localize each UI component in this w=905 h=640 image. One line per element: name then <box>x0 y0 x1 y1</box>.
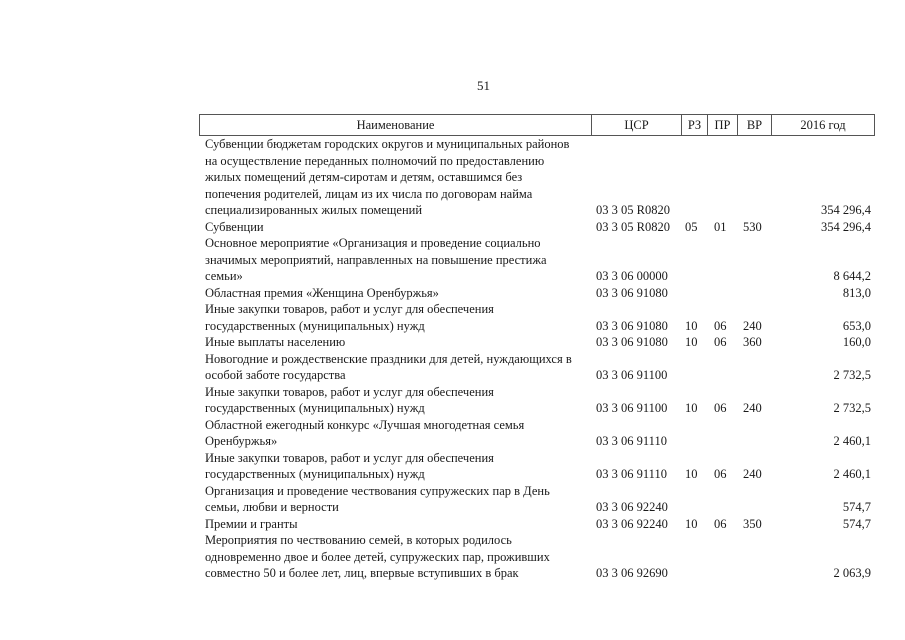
table-row <box>199 136 875 219</box>
row-pr: 06 <box>714 516 727 531</box>
row-name: Иные закупки товаров, работ и услуг для обеспечения государственных (муниципальных) нужд <box>205 384 494 415</box>
row-vr: 240 <box>743 401 762 415</box>
table-row <box>199 384 875 417</box>
row-csr: 03 3 05 R0820 <box>596 219 670 234</box>
row-amount: 2 732,5 <box>833 401 871 415</box>
row-csr: 03 3 06 91080 <box>596 318 668 333</box>
row-csr: 03 3 06 91100 <box>596 401 668 415</box>
row-name: Субвенции <box>205 219 264 234</box>
row-amount: 2 732,5 <box>833 368 871 382</box>
row-vr: 530 <box>743 219 762 234</box>
row-rz: 10 <box>685 467 698 481</box>
row-amount: 2 460,1 <box>833 434 871 448</box>
header-pr: ПР <box>707 115 737 135</box>
row-name: Иные выплаты населению <box>205 335 346 349</box>
table-row <box>199 417 875 450</box>
row-rz: 10 <box>685 318 698 333</box>
header-name: Наименование <box>199 115 591 135</box>
table-row <box>199 235 875 285</box>
row-rz: 10 <box>685 401 698 415</box>
row-amount: 354 296,4 <box>821 203 871 217</box>
row-amount: 354 296,4 <box>821 219 871 234</box>
row-name: Иные закупки товаров, работ и услуг для обеспечения государственных (муниципальных) нужд <box>205 302 494 333</box>
row-pr: 01 <box>714 219 727 234</box>
row-amount: 574,7 <box>842 516 871 531</box>
row-name: Областной ежегодный конкурс «Лучшая многодетная семья Оренбуржья» <box>205 417 525 448</box>
table-header <box>199 114 875 136</box>
table-row <box>199 532 875 582</box>
row-csr: 03 3 06 91080 <box>596 285 668 300</box>
row-vr: 360 <box>743 335 762 349</box>
table-row <box>199 483 875 516</box>
row-vr: 350 <box>743 516 762 531</box>
row-csr: 03 3 05 R0820 <box>596 203 670 217</box>
row-name: Мероприятия по чествованию семей, в которых родилось одновременно двое и более детей, супружеских пар, проживших совместно 50 и более лет, лиц, впервые вступивших в брак <box>205 533 550 580</box>
row-csr: 03 3 06 92240 <box>596 516 668 531</box>
row-rz: 10 <box>685 516 698 531</box>
row-amount: 8 644,2 <box>833 269 871 283</box>
budget-table <box>199 114 875 582</box>
row-name: Новогодние и рождественские праздники для детей, нуждающихся в особой заботе государства <box>205 351 572 382</box>
row-csr: 03 3 06 00000 <box>596 269 668 283</box>
table-row <box>199 450 875 483</box>
page-number: 51 <box>477 78 490 93</box>
row-csr: 03 3 06 91080 <box>596 335 668 349</box>
table-row <box>199 285 875 302</box>
row-pr: 06 <box>714 467 727 481</box>
row-amount: 653,0 <box>842 318 871 333</box>
header-rz: РЗ <box>681 115 707 135</box>
row-csr: 03 3 06 91110 <box>596 467 667 481</box>
header-vr: ВР <box>737 115 771 135</box>
row-amount: 160,0 <box>842 335 871 349</box>
table-row <box>199 516 875 533</box>
row-name: Областная премия «Женщина Оренбуржья» <box>205 285 439 300</box>
header-csr: ЦСР <box>591 115 681 135</box>
row-name: Организация и проведение чествования супружеских пар в День семьи, любви и верности <box>205 483 550 514</box>
row-amount: 574,7 <box>842 500 871 514</box>
table-row <box>199 351 875 384</box>
row-pr: 06 <box>714 335 727 349</box>
row-name: Премии и гранты <box>205 516 298 531</box>
table-row <box>199 301 875 334</box>
row-csr: 03 3 06 91110 <box>596 434 667 448</box>
row-name: Основное мероприятие «Организация и проведение социально значимых мероприятий, направленных на повышение престижа семьи» <box>205 236 547 283</box>
row-amount: 813,0 <box>842 285 871 300</box>
row-rz: 05 <box>685 219 698 234</box>
header-year: 2016 год <box>771 115 875 135</box>
table-body <box>199 136 875 582</box>
row-name: Иные закупки товаров, работ и услуг для обеспечения государственных (муниципальных) нужд <box>205 450 494 481</box>
table-row <box>199 334 875 351</box>
row-pr: 06 <box>714 318 727 333</box>
row-amount: 2 460,1 <box>833 467 871 481</box>
row-csr: 03 3 06 92690 <box>596 566 668 580</box>
row-vr: 240 <box>743 318 762 333</box>
row-pr: 06 <box>714 401 727 415</box>
table-row <box>199 219 875 236</box>
row-csr: 03 3 06 92240 <box>596 500 668 514</box>
row-amount: 2 063,9 <box>833 566 871 580</box>
row-name: Субвенции бюджетам городских округов и муниципальных районов на осуществление переданных полномочий по предоставлению жилых помещений детям-сиротам и детям, оставшимся без попечения родителей, лицам из их числа по договорам найма специализированных жилых помещений <box>205 137 570 217</box>
row-csr: 03 3 06 91100 <box>596 368 668 382</box>
row-rz: 10 <box>685 335 698 349</box>
row-vr: 240 <box>743 467 762 481</box>
